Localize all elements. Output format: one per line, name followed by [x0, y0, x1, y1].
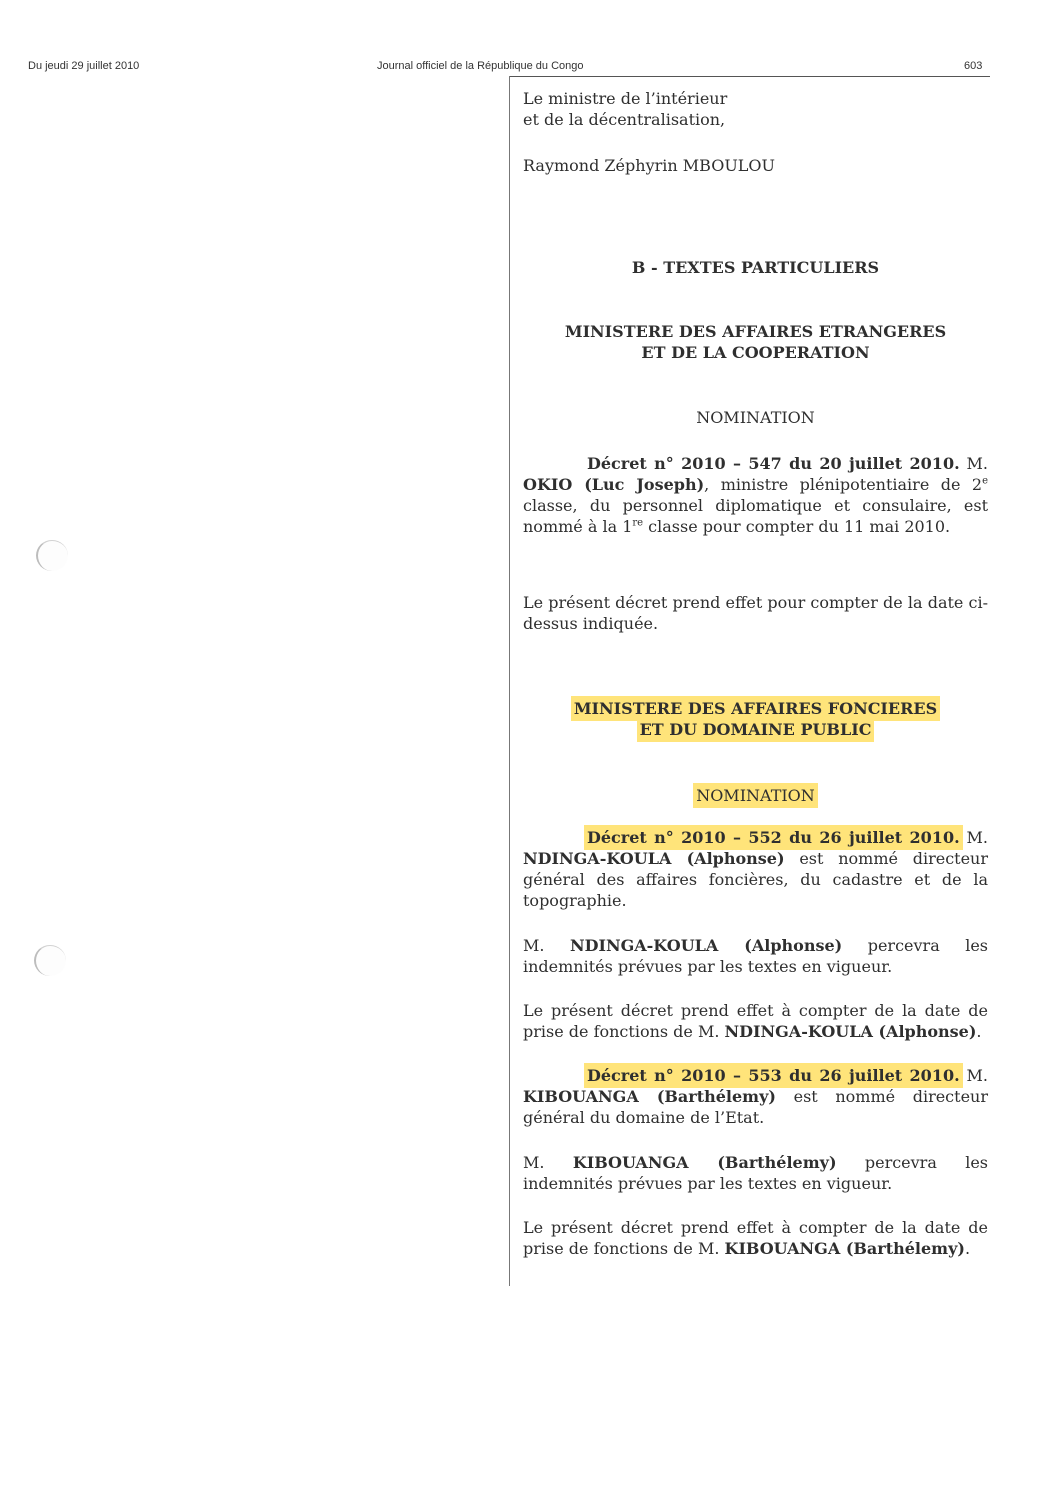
decree-552-name: NDINGA-KOULA (Alphonse): [523, 849, 785, 868]
decree-552-p2-m: M.: [523, 936, 545, 955]
decree-547-m: M.: [966, 454, 988, 473]
nomination-subhead-1: NOMINATION: [696, 408, 815, 427]
decree-547-name: OKIO (Luc Joseph): [523, 475, 705, 494]
header-journal: Journal officiel de la République du Congo: [377, 60, 584, 72]
decree-547-text-3: classe pour compter du 11 mai 2010.: [643, 517, 951, 536]
nomination-subhead-2-text: NOMINATION: [696, 786, 815, 805]
decree-553-p3-text: Le présent décret prend effet à compter de la date de prise de fonctions de M.: [523, 1218, 988, 1258]
decree-553-p2-text: percevra les indemnités prévues par les textes en vigueur.: [523, 1153, 988, 1193]
signature-block: [523, 88, 988, 130]
column-rule: [509, 76, 510, 1286]
decree-553-name: KIBOUANGA (Barthélemy): [523, 1087, 776, 1106]
decree-552-text: est nommé directeur général des affaires foncières, du cadastre et de la topographie.: [523, 849, 989, 910]
decree-553-p2-name: KIBOUANGA (Barthélemy): [572, 1153, 837, 1172]
decree-552-indemnities-text: [523, 935, 988, 977]
section-title: B - TEXTES PARTICULIERS: [631, 258, 880, 277]
nomination-subhead-2: [523, 785, 988, 806]
decree-547-effect-text: Le présent décret prend effet pour compter de la date ci-dessus indiquée.: [523, 593, 988, 633]
decree-547-text-1: , ministre plénipotentiaire de 2: [704, 475, 983, 494]
decree-552-m: M.: [966, 828, 988, 847]
decree-553-indemnities-text: [523, 1152, 988, 1194]
decree-552-title: Décret n° 2010 – 552 du 26 juillet 2010.: [587, 828, 960, 847]
decree-553-m: M.: [966, 1066, 988, 1085]
decree-547-effect: [523, 592, 988, 634]
decree-553-effect: [523, 1217, 988, 1259]
decree-552-p2-name: NDINGA-KOULA (Alphonse): [569, 936, 843, 955]
decree-553-p3-name: KIBOUANGA (Barthélemy): [724, 1239, 965, 1258]
header-date: Du jeudi 29 juillet 2010: [28, 60, 140, 72]
decree-552-indemnities: [523, 935, 988, 977]
decree-547-paragraph: [523, 453, 988, 537]
decree-553-effect-text: Le présent décret prend effet à compter de la date de prise de fonctions de M. KIBOUANGA (Barthélemy).: [523, 1218, 988, 1258]
header-page-number: 603: [964, 60, 983, 72]
decree-553-paragraph: [523, 1065, 988, 1128]
decree-547-title: Décret n° 2010 – 547 du 20 juillet 2010.: [587, 454, 960, 473]
ministry-heading-2-line2: ET DU DOMAINE PUBLIC: [639, 720, 872, 739]
decree-553-text: est nommé directeur général du domaine de l’Etat.: [523, 1087, 988, 1127]
signature-title-1: Le ministre de l’intérieur: [523, 89, 728, 108]
decree-552-p2-text: percevra les indemnités prévues par les textes en vigueur.: [523, 936, 989, 976]
decree-552: [523, 827, 988, 911]
decree-547: [523, 453, 988, 537]
decree-552-p3-name: NDINGA-KOULA (Alphonse): [724, 1022, 977, 1041]
decree-547-sup-2: re: [632, 517, 644, 529]
decree-547-sup-1: e: [982, 475, 989, 487]
signature-name: Raymond Zéphyrin MBOULOU: [523, 156, 776, 175]
decree-552-effect: [523, 1000, 988, 1042]
decree-553: [523, 1065, 988, 1128]
decree-553-indemnities: [523, 1152, 988, 1194]
ministry-heading-2: [523, 698, 988, 740]
decree-547-text-2: classe, du personnel diplomatique et consulaire, est nommé à la 1: [523, 496, 988, 536]
ministry-heading-1-line2: ET DE LA COOPERATION: [641, 343, 870, 362]
decree-552-paragraph: [523, 827, 988, 911]
signature-title-2: et de la décentralisation,: [523, 110, 726, 129]
decree-552-effect-text: Le présent décret prend effet à compter de la date de prise de fonctions de M. NDINGA-KOULA (Alphonse).: [523, 1001, 988, 1041]
decree-553-p2-m: M.: [523, 1153, 545, 1172]
ministry-heading-1-line1: MINISTERE DES AFFAIRES ETRANGERES: [564, 322, 947, 341]
ministry-heading-1: [523, 321, 988, 363]
ministry-heading-2-line1: MINISTERE DES AFFAIRES FONCIERES: [573, 699, 938, 718]
decree-552-p3-text: Le présent décret prend effet à compter de la date de prise de fonctions de M.: [523, 1001, 988, 1041]
punch-hole-bottom: [34, 945, 66, 976]
header-rule: [510, 76, 990, 77]
punch-hole-top: [36, 540, 68, 571]
decree-553-title: Décret n° 2010 – 553 du 26 juillet 2010.: [587, 1066, 960, 1085]
